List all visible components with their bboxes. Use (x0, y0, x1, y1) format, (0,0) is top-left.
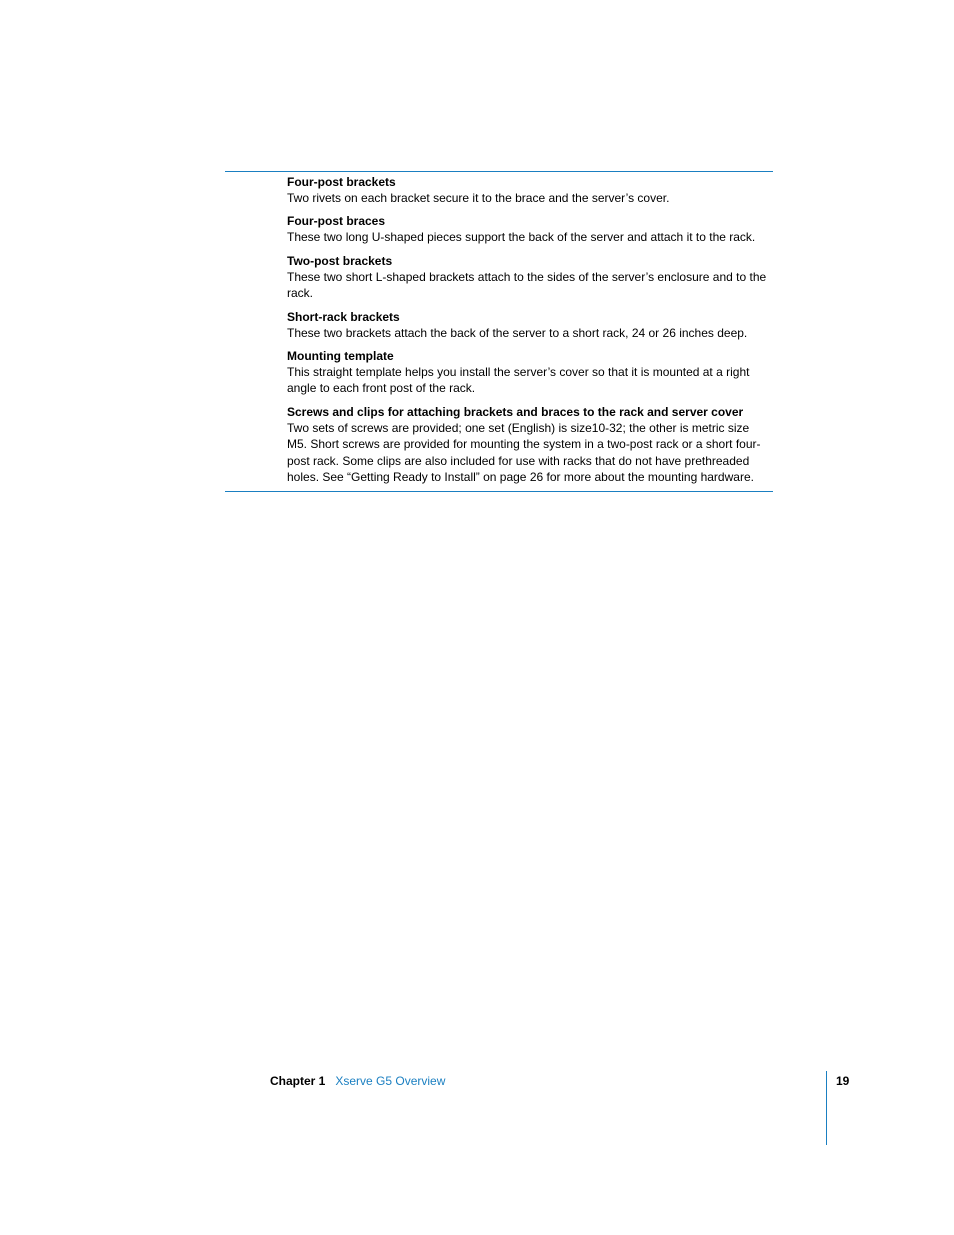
list-item (287, 253, 769, 302)
item-title: Short-rack brackets (287, 309, 400, 324)
item-description: This straight template helps you install the server’s cover so that it is mounted at a right angle to each front post of the rack. (287, 365, 750, 396)
list-item (287, 213, 769, 245)
list-item (287, 348, 769, 397)
footer-chapter (270, 1073, 445, 1089)
table-bottom-rule (225, 491, 773, 492)
item-title: Four-post brackets (287, 175, 396, 189)
item-title: Two-post brackets (287, 253, 393, 268)
item-description: These two short L-shaped brackets attach to the sides of the server’s enclosure and to the rack. (287, 269, 767, 301)
item-title: Mounting template (287, 349, 394, 364)
hardware-list (287, 174, 769, 492)
list-item (287, 309, 769, 341)
item-description: These two long U-shaped pieces support the back of the server and attach it to the rack. (287, 230, 756, 245)
item-title: Screws and clips for attaching brackets and braces to the rack and server cover (287, 404, 744, 419)
chapter-title-link[interactable]: Xserve G5 Overview (335, 1074, 446, 1088)
chapter-label: Chapter 1 (270, 1074, 326, 1088)
item-description: These two brackets attach the back of the server to a short rack, 24 or 26 inches deep. (287, 325, 748, 340)
item-description: Two rivets on each bracket secure it to the brace and the server’s cover. (287, 191, 670, 205)
item-description: Two sets of screws are provided; one set (English) is size10-32; the other is metric size M5. Short screws are provided for mounting the system in a two-post rack or a short four-post rack. Some clips are also included for use with racks that do not have prethreaded holes. See “Getting Ready to Install” on page 26 for more about the mounting hardware. (287, 420, 761, 485)
item-title: Four-post braces (287, 214, 386, 229)
footer-divider (826, 1071, 827, 1145)
list-item (287, 404, 769, 486)
page-number: 19 (836, 1074, 850, 1088)
table-top-rule (225, 171, 773, 172)
list-item (287, 174, 769, 206)
